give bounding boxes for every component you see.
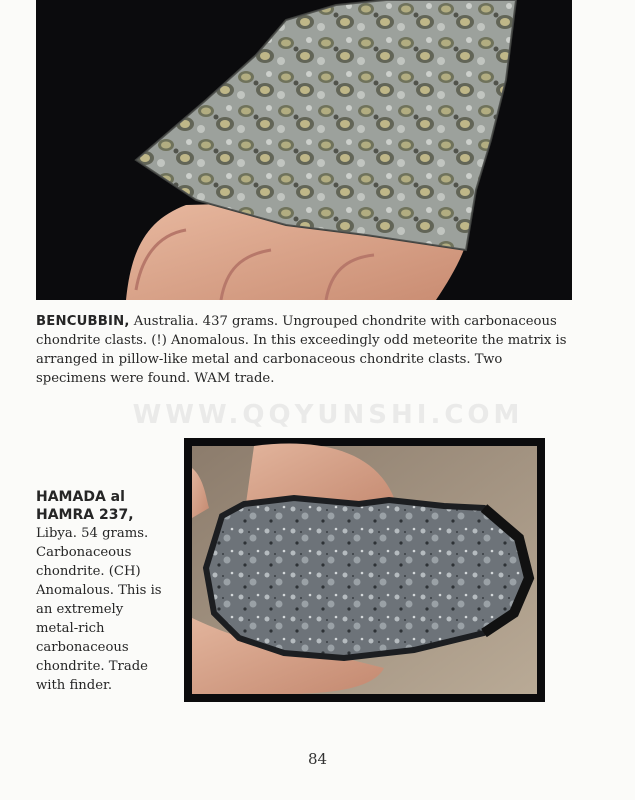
bencubbin-caption bbox=[36, 312, 576, 388]
hamada-caption bbox=[36, 488, 168, 695]
bencubbin-name: BENCUBBIN, bbox=[36, 314, 130, 329]
hamada-name: HAMADA al HAMRA 237, bbox=[36, 489, 134, 523]
hamada-illustration bbox=[184, 438, 545, 702]
page-number: 84 bbox=[307, 750, 328, 768]
bencubbin-description: Australia. 437 grams. Ungrouped chondrite with carbonaceous chondrite clasts. (!) Anomalous. In this exceedingly odd meteorite the matrix is arranged in pillow-like metal and carbonaceous chondrite clasts. Two specimens were found. WAM trade. bbox=[36, 314, 567, 386]
bencubbin-illustration bbox=[36, 0, 572, 300]
hamada-description: Libya. 54 grams. Carbonaceous chondrite. (CH) Anomalous. This is an extremely metal-rich carbonaceous chondrite. Trade with finder. bbox=[36, 526, 162, 693]
watermark: WWW.QQYUNSHI.COM bbox=[132, 400, 524, 430]
bencubbin-photo bbox=[36, 0, 572, 300]
hamada-photo bbox=[184, 438, 545, 702]
